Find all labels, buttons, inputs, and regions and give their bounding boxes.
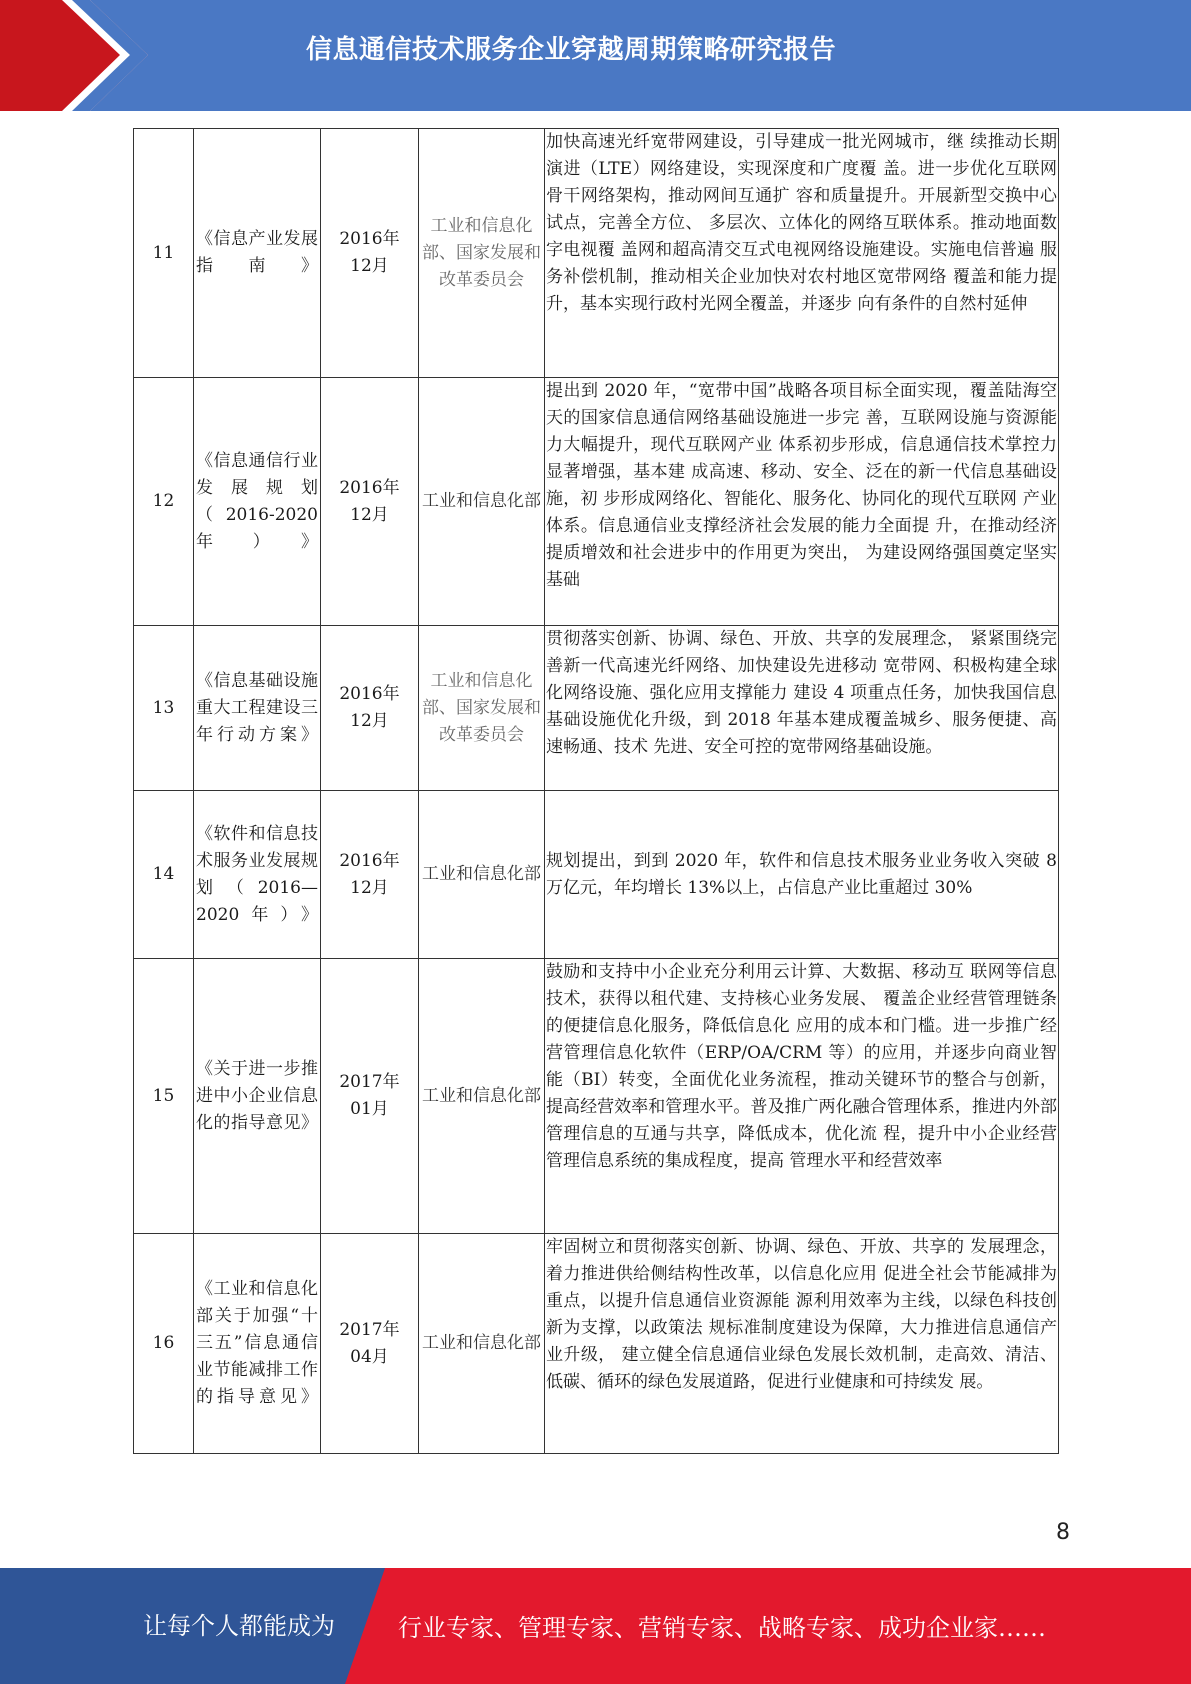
- report-title: 信息通信技术服务企业穿越周期策略研究报告: [306, 35, 837, 65]
- issue-date: [321, 378, 419, 626]
- issue-month: 12月: [350, 877, 389, 898]
- policy-table-container: [133, 128, 1058, 1454]
- policy-content: 加快高速光纤宽带网建设，引导建成一批光网城市，继 续推动长期演进（LTE）网络建设，实现深度和广度覆 盖。进一步优化互联网骨干网络架构，推动网间互通扩 容和质量提升。开展新型交换中心试点，完善全方位、 多层次、立体化的网络互联体系。推动地面数字电视覆 盖网和超高清交互式电视网络设施建设。实施电信普遍 服务补偿机制，推动相关企业加快对农村地区宽带网络 覆盖和能力提升，基本实现行政村光网全覆盖，并逐步 向有条件的自然村延伸: [545, 129, 1059, 378]
- policy-name: 《信息基础设施重大工程建设三年行动方案》: [194, 626, 321, 791]
- page-footer: [0, 1568, 1191, 1684]
- row-number: 14: [134, 791, 194, 959]
- page-header: [0, 0, 1191, 111]
- issue-date: [321, 626, 419, 791]
- issuing-department: 工业和信息化部、国家发展和改革委员会: [419, 626, 545, 791]
- issue-year: 2016年: [339, 477, 400, 498]
- page-number: 8: [1056, 1520, 1070, 1545]
- issue-year: 2016年: [339, 684, 400, 704]
- issue-year: 2016年: [339, 850, 400, 871]
- policy-content: 牢固树立和贯彻落实创新、协调、绿色、开放、共享的 发展理念，着力推进供给侧结构性改革，以信息化应用 促进全社会节能减排为重点，以提升信息通信业资源能 源利用效率为主线，以绿色科技创新为支撑，以政策法 规标准制度建设为保障，大力推进信息通信产业升级， 建立健全信息通信业绿色发展长效机制，走高效、清洁、 低碳、循环的绿色发展道路，促进行业健康和可持续发 展。: [545, 1234, 1059, 1454]
- issue-month: 12月: [350, 711, 389, 731]
- issue-month: 12月: [350, 504, 389, 525]
- issuing-department: 工业和信息化部: [419, 378, 545, 626]
- policy-content: 规划提出，到到 2020 年，软件和信息技术服务业业务收入突破 8 万亿元，年均增长 13%以上，占信息产业比重超过 30%: [545, 791, 1059, 959]
- header-arrow-decoration: [0, 0, 150, 111]
- issue-month: 01月: [350, 1099, 389, 1119]
- policy-name: 《信息产业发展指南》: [194, 129, 321, 378]
- issue-date: [321, 129, 419, 378]
- issue-year: 2017年: [339, 1319, 400, 1340]
- row-number: 11: [134, 129, 194, 378]
- table-row: [134, 1234, 1059, 1454]
- issuing-department: 工业和信息化部、国家发展和改革委员会: [419, 129, 545, 378]
- issue-month: 04月: [350, 1346, 389, 1367]
- issue-year: 2017年: [339, 1072, 400, 1092]
- table-row: [134, 378, 1059, 626]
- policy-name: 《软件和信息技术服务业发展规划（2016—2020年）》: [194, 791, 321, 959]
- policy-table: [133, 128, 1059, 1454]
- footer-slogan-right: 行业专家、管理专家、营销专家、战略专家、成功企业家……: [398, 1614, 1046, 1642]
- issue-month: 12月: [350, 256, 389, 276]
- issue-date: [321, 959, 419, 1234]
- row-number: 15: [134, 959, 194, 1234]
- issue-date: [321, 791, 419, 959]
- table-row: [134, 959, 1059, 1234]
- row-number: 16: [134, 1234, 194, 1454]
- policy-name: 《信息通信行业发展规划（2016-2020年）》: [194, 378, 321, 626]
- issuing-department: 工业和信息化部: [419, 959, 545, 1234]
- policy-content: 贯彻落实创新、协调、绿色、开放、共享的发展理念， 紧紧围绕完善新一代高速光纤网络、加快建设先进移动 宽带网、积极构建全球化网络设施、强化应用支撑能力 建设 4 项重点任务，加快我国信息基础设施优化升级，到 2018 年基本建成覆盖城乡、服务便捷、高速畅通、技术 先进、安全可控的宽带网络基础设施。: [545, 626, 1059, 791]
- table-row: [134, 626, 1059, 791]
- policy-content: 提出到 2020 年，“宽带中国”战略各项目标全面实现，覆盖陆海空天的国家信息通信网络基础设施进一步完 善，互联网设施与资源能力大幅提升，现代互联网产业 体系初步形成，信息通信技术掌控力显著增强，基本建 成高速、移动、安全、泛在的新一代信息基础设施，初 步形成网络化、智能化、服务化、协同化的现代互联网 产业体系。信息通信业支撑经济社会发展的能力全面提 升，在推动经济提质增效和社会进步中的作用更为突出， 为建设网络强国奠定坚实基础: [545, 378, 1059, 626]
- issuing-department: 工业和信息化部: [419, 1234, 545, 1454]
- row-number: 13: [134, 626, 194, 791]
- row-number: 12: [134, 378, 194, 626]
- table-row: [134, 791, 1059, 959]
- footer-slogan-left: 让每个人都能成为: [143, 1612, 335, 1640]
- table-row: [134, 129, 1059, 378]
- policy-content: 鼓励和支持中小企业充分利用云计算、大数据、移动互 联网等信息技术，获得以租代建、支持核心业务发展、 覆盖企业经营管理链条的便捷信息化服务，降低信息化 应用的成本和门槛。进一步推广经营管理信息化软件（ERP/OA/CRM 等）的应用，并逐步向商业智能（BI）转变，全面优化业务流程，推动关键环节的整合与创新，提高经营效率和管理水平。普及推广两化融合管理体系，推进内外部管理信息的互通与共享，降低成本，优化流 程，提升中小企业经营管理信息系统的集成程度，提高 管理水平和经营效率: [545, 959, 1059, 1234]
- issuing-department: 工业和信息化部: [419, 791, 545, 959]
- policy-name: 《关于进一步推进中小企业信息化的指导意见》: [194, 959, 321, 1234]
- issue-date: [321, 1234, 419, 1454]
- issue-year: 2016年: [339, 229, 400, 249]
- policy-name: 《工业和信息化部关于加强“十三五”信息通信业节能减排工作的指导意见》: [194, 1234, 321, 1454]
